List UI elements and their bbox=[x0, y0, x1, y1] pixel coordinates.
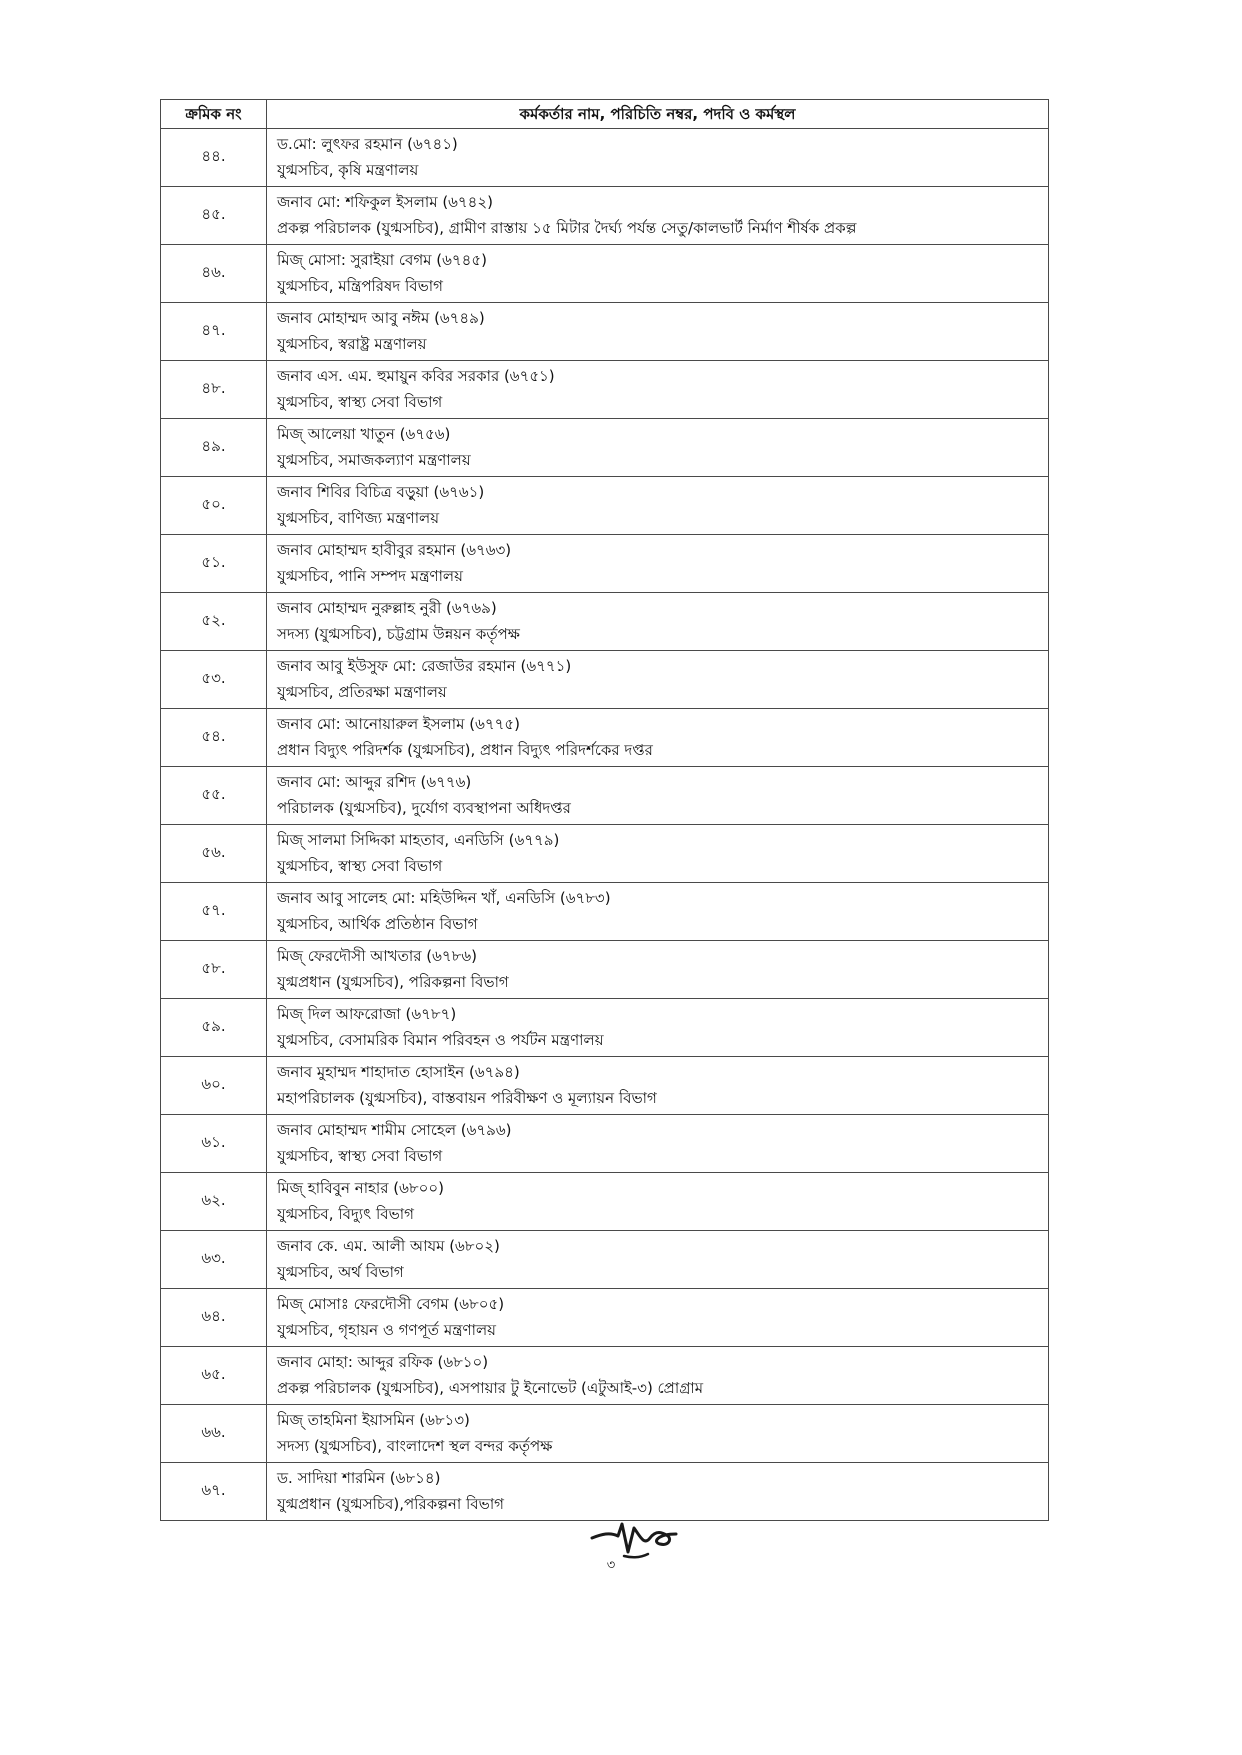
officer-name: মিজ্ আলেয়া খাতুন (৬৭৫৬) bbox=[277, 425, 451, 443]
officer-name: জনাব মো: শফিকুল ইসলাম (৬৭৪২) bbox=[277, 193, 494, 211]
table-row bbox=[161, 593, 1049, 651]
serial-cell: ৫১. bbox=[161, 535, 267, 593]
table-row bbox=[161, 303, 1049, 361]
officer-name: জনাব আবু সালেহ মো: মহিউদ্দিন খাঁ, এনডিসি (৬৭৮৩) bbox=[277, 889, 611, 907]
serial-cell: ৫৩. bbox=[161, 651, 267, 709]
officer-post: প্রকল্প পরিচালক (যুগ্মসচিব), এসপায়ার টু ইনোভেট (এটুআই-৩) প্রোগ্রাম bbox=[277, 1379, 704, 1397]
detail-cell bbox=[267, 1347, 1049, 1405]
officer-name: জনাব মুহাম্মদ শাহাদাত হোসাইন (৬৭৯৪) bbox=[277, 1063, 520, 1081]
signature bbox=[588, 1516, 680, 1560]
page-number: ৩ bbox=[606, 1558, 616, 1573]
table-row bbox=[161, 1347, 1049, 1405]
table-row bbox=[161, 767, 1049, 825]
officer-post: যুগ্মসচিব, স্বাস্থ্য সেবা বিভাগ bbox=[277, 393, 443, 411]
detail-cell bbox=[267, 767, 1049, 825]
table-row bbox=[161, 187, 1049, 245]
serial-cell: ৬৭. bbox=[161, 1463, 267, 1521]
serial-cell: ৬৬. bbox=[161, 1405, 267, 1463]
table-row bbox=[161, 1231, 1049, 1289]
detail-cell bbox=[267, 651, 1049, 709]
table-row bbox=[161, 1173, 1049, 1231]
table-row bbox=[161, 1289, 1049, 1347]
officer-name: জনাব শিবির বিচিত্র বড়ুয়া (৬৭৬১) bbox=[277, 483, 485, 501]
serial-cell: ৪৬. bbox=[161, 245, 267, 303]
serial-cell: ৫৫. bbox=[161, 767, 267, 825]
officer-list-table bbox=[160, 99, 1049, 1521]
officer-post: যুগ্মপ্রধান (যুগ্মসচিব),পরিকল্পনা বিভাগ bbox=[277, 1495, 504, 1513]
detail-cell bbox=[267, 187, 1049, 245]
officer-name: মিজ্ তাহমিনা ইয়াসমিন (৬৮১৩) bbox=[277, 1411, 470, 1429]
detail-cell bbox=[267, 941, 1049, 999]
table-row bbox=[161, 651, 1049, 709]
officer-post: মহাপরিচালক (যুগ্মসচিব), বাস্তবায়ন পরিবীক্ষণ ও মূল্যায়ন বিভাগ bbox=[277, 1089, 657, 1107]
detail-cell bbox=[267, 825, 1049, 883]
serial-cell: ৫৪. bbox=[161, 709, 267, 767]
detail-column-header: কর্মকর্তার নাম, পরিচিতি নম্বর, পদবি ও কর্মস্থল bbox=[267, 100, 1049, 129]
detail-cell bbox=[267, 1289, 1049, 1347]
officer-name: জনাব মোহাম্মদ আবু নঈম (৬৭৪৯) bbox=[277, 309, 485, 327]
serial-cell: ৪৫. bbox=[161, 187, 267, 245]
officer-name: জনাব মোহাম্মদ হাবীবুর রহমান (৬৭৬৩) bbox=[277, 541, 512, 559]
officer-post: যুগ্মসচিব, সমাজকল্যাণ মন্ত্রণালয় bbox=[277, 451, 471, 469]
officer-post: পরিচালক (যুগ্মসচিব), দুর্যোগ ব্যবস্থাপনা অধিদপ্তর bbox=[277, 799, 571, 817]
officer-post: যুগ্মসচিব, স্বাস্থ্য সেবা বিভাগ bbox=[277, 1147, 443, 1165]
detail-cell bbox=[267, 303, 1049, 361]
table-body bbox=[161, 129, 1049, 1521]
serial-cell: ৫০. bbox=[161, 477, 267, 535]
officer-name: মিজ্ সালমা সিদ্দিকা মাহতাব, এনডিসি (৬৭৭৯) bbox=[277, 831, 560, 849]
officer-post: সদস্য (যুগ্মসচিব), বাংলাদেশ স্থল বন্দর কর্তৃপক্ষ bbox=[277, 1437, 553, 1455]
table-row bbox=[161, 129, 1049, 187]
officer-post: সদস্য (যুগ্মসচিব), চট্টগ্রাম উন্নয়ন কর্তৃপক্ষ bbox=[277, 625, 520, 643]
officer-post: যুগ্মপ্রধান (যুগ্মসচিব), পরিকল্পনা বিভাগ bbox=[277, 973, 509, 991]
detail-cell bbox=[267, 1463, 1049, 1521]
table-row bbox=[161, 941, 1049, 999]
officer-post: যুগ্মসচিব, অর্থ বিভাগ bbox=[277, 1263, 404, 1281]
serial-cell: ৫৯. bbox=[161, 999, 267, 1057]
table-row bbox=[161, 1057, 1049, 1115]
table-row bbox=[161, 1115, 1049, 1173]
detail-cell bbox=[267, 593, 1049, 651]
officer-post: যুগ্মসচিব, স্বাস্থ্য সেবা বিভাগ bbox=[277, 857, 443, 875]
officer-name: জনাব মো: আনোয়ারুল ইসলাম (৬৭৭৫) bbox=[277, 715, 520, 733]
officer-name: জনাব মোহাম্মদ নুরুল্লাহ নুরী (৬৭৬৯) bbox=[277, 599, 497, 617]
officer-name: জনাব আবু ইউসুফ মো: রেজাউর রহমান (৬৭৭১) bbox=[277, 657, 572, 675]
serial-cell: ৬৩. bbox=[161, 1231, 267, 1289]
officer-name: মিজ্ দিল আফরোজা (৬৭৮৭) bbox=[277, 1005, 457, 1023]
serial-cell: ৫৬. bbox=[161, 825, 267, 883]
officer-post: প্রকল্প পরিচালক (যুগ্মসচিব), গ্রামীণ রাস্তায় ১৫ মিটার দৈর্ঘ্য পর্যন্ত সেতু/কালভার্ট নির্মাণ শীর্ষক প্রকল্প bbox=[277, 219, 857, 237]
table-row bbox=[161, 825, 1049, 883]
serial-cell: ৬২. bbox=[161, 1173, 267, 1231]
table-row bbox=[161, 1405, 1049, 1463]
officer-post: যুগ্মসচিব, আর্থিক প্রতিষ্ঠান বিভাগ bbox=[277, 915, 478, 933]
officer-post: যুগ্মসচিব, বেসামরিক বিমান পরিবহন ও পর্যটন মন্ত্রণালয় bbox=[277, 1031, 604, 1049]
serial-cell: ৬৫. bbox=[161, 1347, 267, 1405]
detail-cell bbox=[267, 535, 1049, 593]
officer-post: যুগ্মসচিব, বাণিজ্য মন্ত্রণালয় bbox=[277, 509, 440, 527]
detail-cell bbox=[267, 1173, 1049, 1231]
serial-cell: ৫৭. bbox=[161, 883, 267, 941]
detail-cell bbox=[267, 1057, 1049, 1115]
officer-name: মিজ্ হাবিবুন নাহার (৬৮০০) bbox=[277, 1179, 444, 1197]
serial-cell: ৪৪. bbox=[161, 129, 267, 187]
officer-name: ড. সাদিয়া শারমিন (৬৮১৪) bbox=[277, 1469, 441, 1487]
table-row bbox=[161, 477, 1049, 535]
serial-cell: ৬৪. bbox=[161, 1289, 267, 1347]
officer-name: মিজ্ মোসা: সুরাইয়া বেগম (৬৭৪৫) bbox=[277, 251, 487, 269]
detail-cell bbox=[267, 1405, 1049, 1463]
serial-cell: ৬১. bbox=[161, 1115, 267, 1173]
officer-name: জনাব মোহা: আব্দুর রফিক (৬৮১০) bbox=[277, 1353, 489, 1371]
officer-post: যুগ্মসচিব, গৃহায়ন ও গণপূর্ত মন্ত্রণালয় bbox=[277, 1321, 496, 1339]
detail-cell bbox=[267, 1231, 1049, 1289]
officer-post: যুগ্মসচিব, কৃষি মন্ত্রণালয় bbox=[277, 161, 419, 179]
officer-post: যুগ্মসচিব, পানি সম্পদ মন্ত্রণালয় bbox=[277, 567, 463, 585]
table-row bbox=[161, 1463, 1049, 1521]
detail-cell bbox=[267, 361, 1049, 419]
officer-name: জনাব কে. এম. আলী আযম (৬৮০২) bbox=[277, 1237, 500, 1255]
table-row bbox=[161, 535, 1049, 593]
detail-cell bbox=[267, 1115, 1049, 1173]
detail-cell bbox=[267, 245, 1049, 303]
detail-cell bbox=[267, 999, 1049, 1057]
officer-post: যুগ্মসচিব, স্বরাষ্ট্র মন্ত্রণালয় bbox=[277, 335, 427, 353]
officer-post: যুগ্মসচিব, প্রতিরক্ষা মন্ত্রণালয় bbox=[277, 683, 447, 701]
detail-cell bbox=[267, 883, 1049, 941]
officer-name: জনাব মোহাম্মদ শামীম সোহেল (৬৭৯৬) bbox=[277, 1121, 512, 1139]
serial-cell: ৫৮. bbox=[161, 941, 267, 999]
serial-column-header: ক্রমিক নং bbox=[161, 100, 267, 129]
officer-post: যুগ্মসচিব, মন্ত্রিপরিষদ বিভাগ bbox=[277, 277, 443, 295]
detail-cell bbox=[267, 419, 1049, 477]
serial-cell: ৫২. bbox=[161, 593, 267, 651]
officer-name: ড.মো: লুৎফর রহমান (৬৭৪১) bbox=[277, 135, 458, 153]
table-row bbox=[161, 709, 1049, 767]
officer-name: মিজ্ ফেরদৌসী আখতার (৬৭৮৬) bbox=[277, 947, 477, 965]
serial-cell: ৪৯. bbox=[161, 419, 267, 477]
table-header-row bbox=[161, 100, 1049, 129]
officer-name: জনাব এস. এম. হুমায়ুন কবির সরকার (৬৭৫১) bbox=[277, 367, 555, 385]
officer-post: প্রধান বিদ্যুৎ পরিদর্শক (যুগ্মসচিব), প্রধান বিদ্যুৎ পরিদর্শকের দপ্তর bbox=[277, 741, 653, 759]
officer-name: জনাব মো: আব্দুর রশিদ (৬৭৭৬) bbox=[277, 773, 472, 791]
serial-cell: ৬০. bbox=[161, 1057, 267, 1115]
detail-cell bbox=[267, 477, 1049, 535]
table-row bbox=[161, 999, 1049, 1057]
detail-cell bbox=[267, 709, 1049, 767]
table-row bbox=[161, 245, 1049, 303]
serial-cell: ৪৭. bbox=[161, 303, 267, 361]
table-row bbox=[161, 419, 1049, 477]
detail-cell bbox=[267, 129, 1049, 187]
officer-name: মিজ্ মোসাঃ ফেরদৌসী বেগম (৬৮০৫) bbox=[277, 1295, 505, 1313]
table-row bbox=[161, 883, 1049, 941]
officer-post: যুগ্মসচিব, বিদ্যুৎ বিভাগ bbox=[277, 1205, 414, 1223]
table-row bbox=[161, 361, 1049, 419]
serial-cell: ৪৮. bbox=[161, 361, 267, 419]
table-header bbox=[161, 100, 1049, 129]
